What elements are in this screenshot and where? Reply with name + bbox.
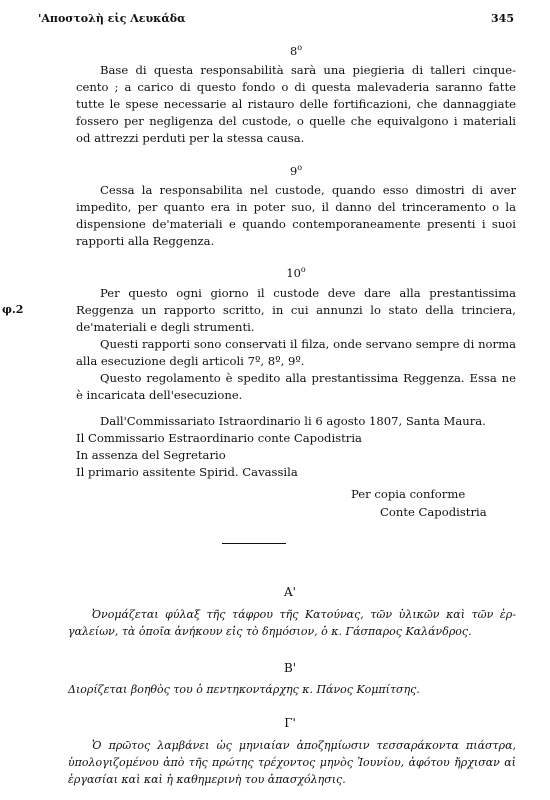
section-8-text <box>76 62 516 147</box>
greek-text-a <box>68 606 516 640</box>
section-ordinal: o <box>300 265 306 274</box>
page-number: 345 <box>491 12 514 25</box>
section-heading-10 <box>76 265 516 280</box>
section-9-text <box>76 182 516 250</box>
section-number: 8 <box>289 43 298 58</box>
margin-note: φ.2 <box>2 303 24 316</box>
greek-heading-b: B' <box>283 661 297 675</box>
section-heading-9 <box>76 163 516 178</box>
closing-date-line: Dall'Commissariato Istraordinario li 6 agosto 1807, Santa Maura. <box>100 414 486 428</box>
section-heading-8 <box>76 43 516 58</box>
closing-absence-line: In assenza del Segretario <box>76 448 226 462</box>
section-10-text <box>76 285 516 404</box>
paragraph: Questi rapporti sono conservati il filza, onde servano sempre di norma alla esecuzione degli articoli 7º, 8º, 9º. <box>76 337 516 368</box>
running-title: 'Αποστολὴ εἰς Λευκάδα <box>38 12 186 25</box>
paragraph: Questo regolamento è spedito alla prestantissima Reggenza. Essa ne è incaricata dell'esecuzione. <box>76 371 516 402</box>
section-divider <box>222 543 286 544</box>
greek-text-c <box>68 737 516 788</box>
copy-signature-line: Conte Capodistria <box>380 505 487 519</box>
greek-heading-a: A' <box>284 585 296 599</box>
copy-conform-line: Per copia conforme <box>351 487 466 501</box>
section-ordinal: o <box>297 163 303 172</box>
closing-commissioner-line: Il Commissario Estraordinario conte Capodistria <box>76 431 362 445</box>
closing-assistant-line: Il primario assitente Spirid. Cavassila <box>76 465 298 479</box>
greek-text-b <box>68 681 516 698</box>
paragraph: Cessa la responsabilita nel custode, quando esso dimostri di aver impedito, per quanto era in poter suo, il danno del trinceramento o la dispensione de'materiali e quando contemporaneamente presenti i suoi rapporti alla Reggenza. <box>76 183 516 248</box>
paragraph: Per questo ogni giorno il custode deve dare alla prestantissima Reggenza un rapporto scritto, in cui annunzi lo stato della trinciera, de'materiali e degli strumenti. <box>76 286 516 334</box>
section-number: 10 <box>286 265 301 280</box>
paragraph: Ὁ πρῶτος λαμβάνει ὡς μηνιαίαν ἀποζημίωσιν τεσσαράκοντα πιάστρα, ὑπολογιζομένου ἀπὸ τῆς πρώτης τρέχοντος μηνὸς Ἰουνίου, ἀφότου ἤρχισαν αἱ ἐργασίαι καὶ καὶ ἡ καθημερινὴ του ἀπασχόλησις. <box>68 739 516 786</box>
paragraph: Base di questa responsabilità sarà una piegieria di talleri cinque-cento ; a carico di questo fondo o di questa malevaderia saranno fatte tutte le spese necessarie al ristauro delle fortificazioni, che dannaggiate fossero per negligenza del custode, o quelle che equivalgono i materiali od attrezzi perduti per la stessa causa. <box>76 63 516 145</box>
paragraph: Διορίζεται βοηθὸς του ὁ πεντηκοντάρχης κ. Πάνος Κομπίτσης. <box>68 683 420 696</box>
paragraph: Ὀνομάζεται φύλαξ τῆς τάφρου τῆς Κατούνας, τῶν ὑλικῶν καὶ τῶν ἐρ-γαλείων, τὰ ὁποῖα ἀνήκουν εἰς τὸ δημόσιον, ὁ κ. Γάσπαρος Καλάνδρος. <box>68 608 516 638</box>
greek-heading-c: Γ' <box>284 716 296 730</box>
section-ordinal: o <box>297 43 303 52</box>
section-number: 9 <box>289 163 298 178</box>
